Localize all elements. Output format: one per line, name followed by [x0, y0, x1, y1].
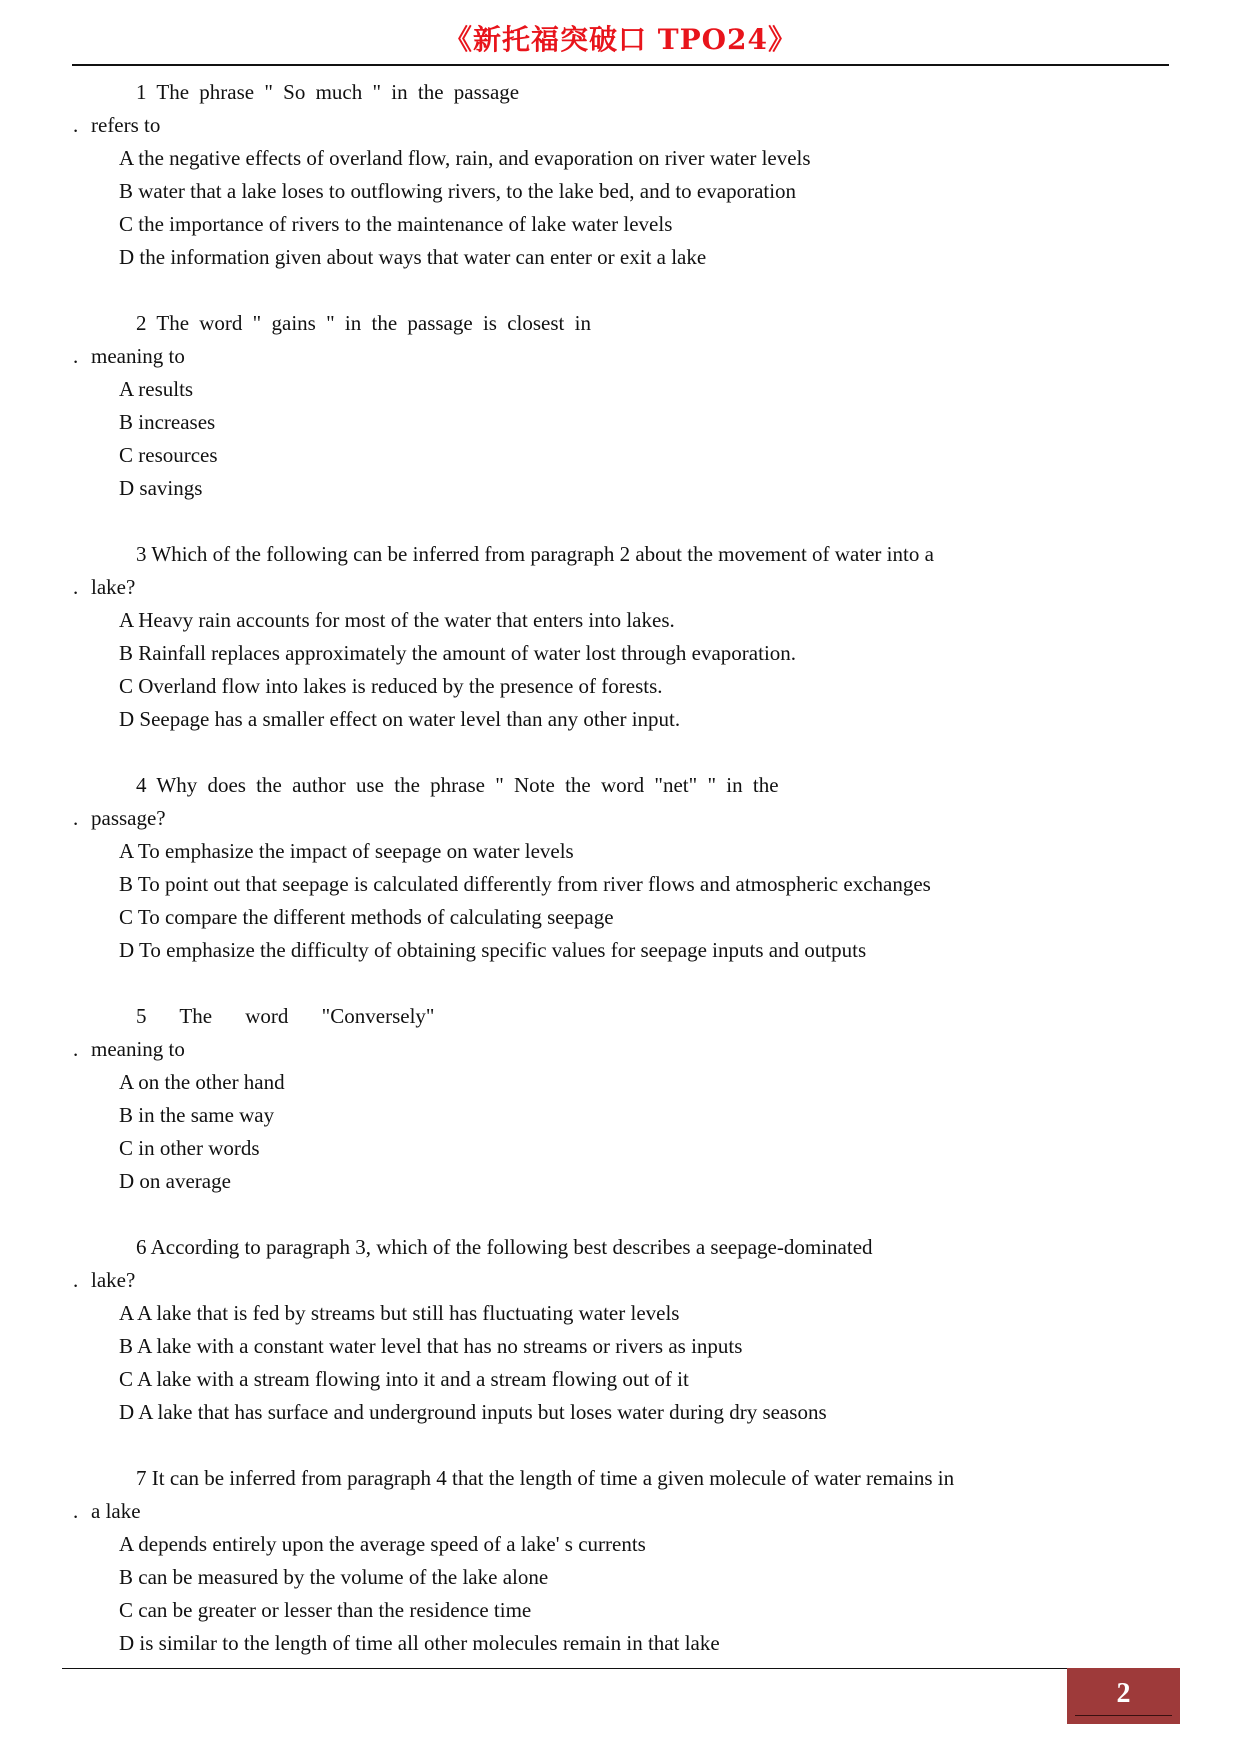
bullet-dot: .	[73, 1268, 79, 1292]
question-stem: 4 Why does the author use the phrase " Note the word "net" " in the	[136, 773, 779, 797]
bullet-dot: .	[73, 113, 79, 137]
question-3	[0, 538, 1241, 736]
option-d: D A lake that has surface and underground inputs but loses water during dry seasons	[119, 1400, 827, 1424]
option-a: A To emphasize the impact of seepage on water levels	[119, 839, 574, 863]
question-7	[0, 1462, 1241, 1660]
bullet-dot: .	[73, 344, 79, 368]
option-c: C in other words	[119, 1136, 260, 1160]
option-a: A A lake that is fed by streams but still has fluctuating water levels	[119, 1301, 680, 1325]
question-stem-continuation	[0, 1033, 1241, 1066]
option-d: D To emphasize the difficulty of obtaining specific values for seepage inputs and outputs	[119, 938, 867, 962]
question-4	[0, 769, 1241, 967]
question-6	[0, 1231, 1241, 1429]
option-a: A the negative effects of overland flow, rain, and evaporation on river water levels	[119, 146, 811, 170]
option-a: A on the other hand	[119, 1070, 285, 1094]
page-number-badge	[1067, 1668, 1180, 1724]
question-stem-text: lake?	[91, 1268, 136, 1292]
option-b: B Rainfall replaces approximately the amount of water lost through evaporation.	[119, 641, 797, 665]
question-stem: 2 The word " gains " in the passage is closest in	[136, 311, 591, 335]
option-c: C To compare the different methods of calculating seepage	[119, 905, 614, 929]
question-list	[0, 76, 1241, 1693]
option-c: C can be greater or lesser than the residence time	[119, 1598, 532, 1622]
footer-divider	[62, 1668, 1172, 1669]
question-stem: 1 The phrase " So much " in the passage	[136, 80, 520, 104]
option-d: D Seepage has a smaller effect on water level than any other input.	[119, 707, 681, 731]
question-stem-text: lake?	[91, 575, 136, 599]
page-number-underline	[1075, 1715, 1172, 1716]
bullet-dot: .	[73, 1499, 79, 1523]
question-stem-text: refers to	[91, 113, 161, 137]
option-c: C Overland flow into lakes is reduced by the presence of forests.	[119, 674, 663, 698]
option-d: D on average	[119, 1169, 231, 1193]
option-a: A depends entirely upon the average speed of a lake' s currents	[119, 1532, 646, 1556]
question-2	[0, 307, 1241, 505]
question-stem-continuation	[0, 109, 1241, 142]
option-d: D savings	[119, 476, 203, 500]
header-divider	[72, 64, 1169, 66]
bullet-dot: .	[73, 1037, 79, 1061]
option-b: B can be measured by the volume of the lake alone	[119, 1565, 549, 1589]
question-stem-text: a lake	[91, 1499, 141, 1523]
question-5	[0, 1000, 1241, 1198]
option-a: A results	[119, 377, 194, 401]
page-number: 2	[1116, 1678, 1131, 1709]
option-b: B in the same way	[119, 1103, 275, 1127]
question-stem-continuation	[0, 571, 1241, 604]
option-a: A Heavy rain accounts for most of the water that enters into lakes.	[119, 608, 675, 632]
option-b: B increases	[119, 410, 216, 434]
question-stem-continuation	[0, 1264, 1241, 1297]
question-stem: 3 Which of the following can be inferred from paragraph 2 about the movement of water into a	[136, 542, 934, 566]
question-stem: 5 The word "Conversely"	[136, 1004, 435, 1028]
question-stem-continuation	[0, 802, 1241, 835]
question-stem: 7 It can be inferred from paragraph 4 that the length of time a given molecule of water remains in	[136, 1466, 955, 1490]
bullet-dot: .	[73, 806, 79, 830]
bullet-dot: .	[73, 575, 79, 599]
question-stem-continuation	[0, 1495, 1241, 1528]
option-b: B A lake with a constant water level that has no streams or rivers as inputs	[119, 1334, 743, 1358]
option-b: B To point out that seepage is calculated differently from river flows and atmospheric exchanges	[119, 872, 931, 896]
option-b: B water that a lake loses to outflowing rivers, to the lake bed, and to evaporation	[119, 179, 797, 203]
question-stem-text: passage?	[91, 806, 166, 830]
question-stem-text: meaning to	[91, 1037, 185, 1061]
option-d: D the information given about ways that water can enter or exit a lake	[119, 245, 707, 269]
question-stem-continuation	[0, 340, 1241, 373]
document-header-title: 《新托福突破口 TPO24》	[444, 23, 797, 56]
option-c: C resources	[119, 443, 218, 467]
question-1	[0, 76, 1241, 274]
option-d: D is similar to the length of time all other molecules remain in that lake	[119, 1631, 720, 1655]
question-stem: 6 According to paragraph 3, which of the following best describes a seepage-dominated	[136, 1235, 873, 1259]
option-c: C A lake with a stream flowing into it and a stream flowing out of it	[119, 1367, 689, 1391]
option-c: C the importance of rivers to the maintenance of lake water levels	[119, 212, 673, 236]
question-stem-text: meaning to	[91, 344, 185, 368]
